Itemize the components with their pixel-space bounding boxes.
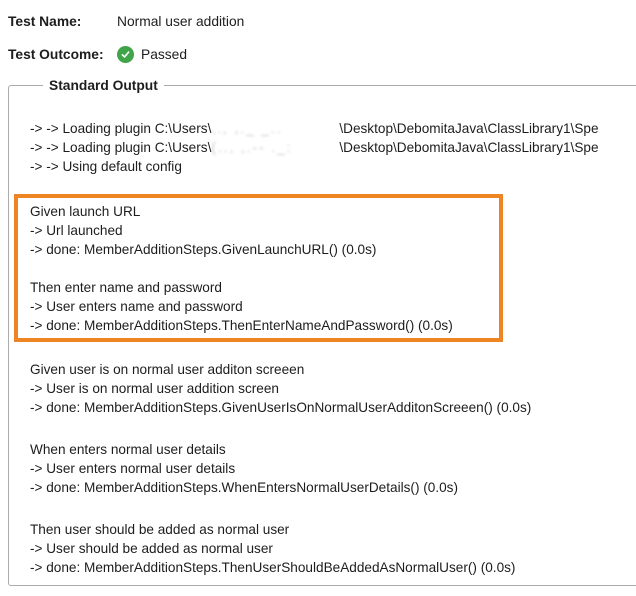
standard-output-legend: Standard Output [49,78,158,93]
log-line: -> done: MemberAdditionSteps.WhenEntersNormalUserDetails() (0.0s) [30,480,458,495]
plugin-loading-block [30,119,636,176]
test-name-row [8,12,636,31]
log-line: Given user is on normal user additon screeen [30,362,305,377]
redacted-username: .., ,._ _.. [211,121,283,136]
step-block-enters-details [30,440,636,497]
step-block-user-on-screen [30,360,636,417]
step-block-enter-name-password [30,278,499,335]
log-line-prefix: -> -> Loading plugin C:\Users\ [30,121,212,136]
log-line: -> User should be added as normal user [30,541,273,556]
redacted-username: (.., ,.-- ._: [211,140,293,155]
log-line-suffix: \Desktop\DebomitaJava\ClassLibrary1\Spe [339,140,599,155]
test-outcome-value: Passed [141,47,188,62]
log-line-prefix: -> -> Loading plugin C:\Users\ [30,140,212,155]
test-name-label: Test Name: [8,14,82,29]
log-line: Then user should be added as normal user [30,522,290,537]
log-line: -> User is on normal user addition screen [30,381,279,396]
log-line: When enters normal user details [30,442,226,457]
log-line: -> Url launched [30,223,123,238]
log-line: -> -> Using default config [30,159,182,174]
test-name-value: Normal user addition [117,14,245,29]
log-line: -> done: MemberAdditionSteps.ThenEnterNameAndPassword() (0.0s) [30,318,453,333]
log-line: -> User enters normal user details [30,461,236,476]
test-outcome-label: Test Outcome: [8,47,104,62]
log-line [30,119,636,138]
log-line: -> done: MemberAdditionSteps.GivenLaunchURL() (0.0s) [30,242,377,257]
log-line: -> done: MemberAdditionSteps.GivenUserIsOnNormalUserAdditonScreeen() (0.0s) [30,400,532,415]
step-block-given-launch-url [30,202,499,259]
highlight-box [14,194,503,342]
step-block-added-as-normal-user [30,520,636,577]
test-outcome-row [8,45,636,64]
log-line: Then enter name and password [30,280,222,295]
log-line [30,138,636,157]
standard-output-panel [8,78,636,586]
log-line: Given launch URL [30,204,141,219]
log-line: -> done: MemberAdditionSteps.ThenUserShouldBeAddedAsNormalUser() (0.0s) [30,560,516,575]
log-line: -> User enters name and password [30,299,243,314]
passed-check-icon [117,46,134,63]
log-line-suffix: \Desktop\DebomitaJava\ClassLibrary1\Spe [339,121,599,136]
